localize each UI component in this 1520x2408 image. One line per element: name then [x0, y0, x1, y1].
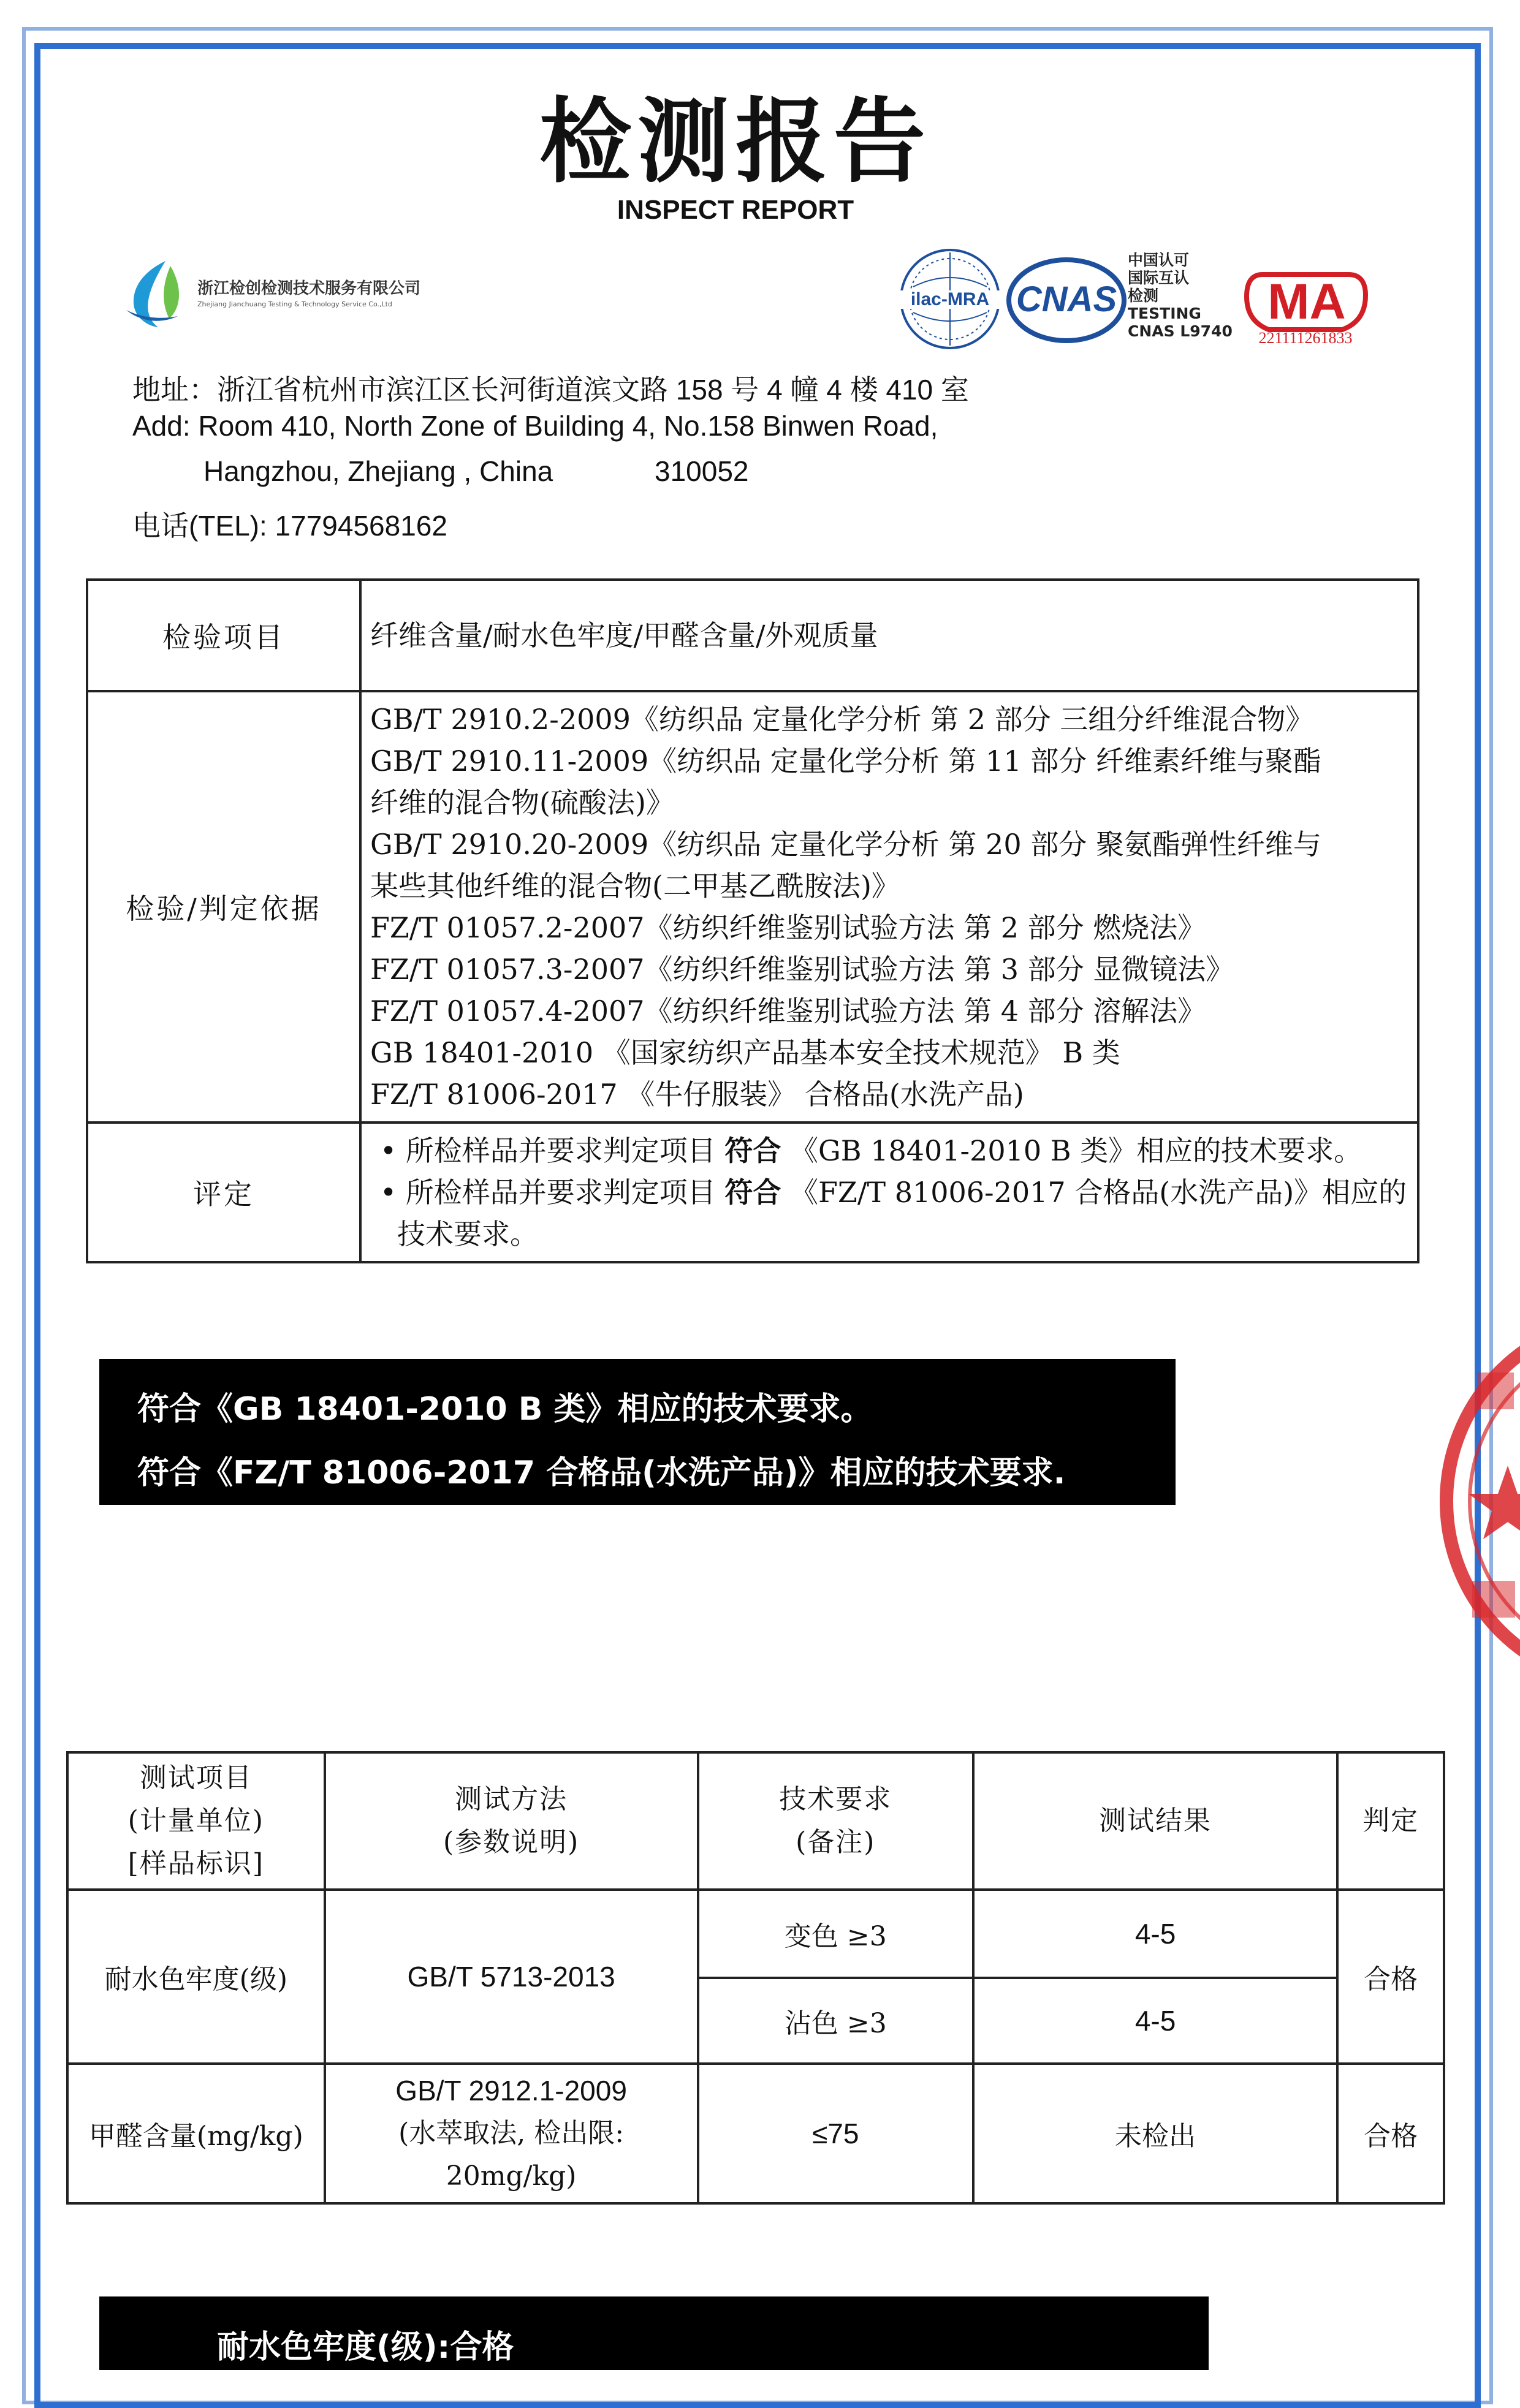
- method-line: GB/T 2912.1-2009: [395, 2075, 627, 2107]
- cnas-text-line: CNAS L9740: [1128, 322, 1233, 340]
- summary-table: [86, 578, 1419, 1263]
- header-requirement: [698, 1752, 973, 1890]
- colorfastness-verdict: 合格: [1337, 1890, 1444, 2064]
- colorfastness-banner: 耐水色牢度(级):合格: [99, 2296, 1209, 2370]
- header-verdict: [1337, 1752, 1444, 1890]
- evaluation-standard: 《GB 18401-2010 B 类》相应的技术要求。: [781, 1134, 1362, 1167]
- address-cn: 地址：浙江省杭州市滨江区长河街道滨文路 158 号 4 幢 4 楼 410 室: [132, 374, 969, 406]
- staining-result: 4-5: [973, 1978, 1337, 2064]
- telephone: 电话(TEL): 17794568162: [132, 510, 447, 542]
- company-name: 浙江检创检测技术服务有限公司: [197, 279, 421, 298]
- basis-line: GB 18401-2010 《国家纺织产品基本安全技术规范》 B 类: [370, 1036, 1120, 1069]
- header-line: (备注): [796, 1827, 876, 1858]
- header-line: 测试方法: [455, 1784, 568, 1815]
- evaluation-value: [360, 1123, 1418, 1262]
- basis-line: FZ/T 01057.2-2007《纺织纤维鉴别试验方法 第 2 部分 燃烧法》: [370, 911, 1206, 944]
- table-header-row: [67, 1752, 1444, 1890]
- table-row: [67, 1890, 1444, 1978]
- inspection-item-value: 纤维含量/耐水色牢度/甲醛含量/外观质量: [360, 580, 1418, 691]
- formaldehyde-item: 甲醛含量(mg/kg): [67, 2064, 325, 2203]
- cnas-text-line: 检测: [1128, 287, 1159, 305]
- table-row: [87, 580, 1418, 691]
- evaluation-label: 评定: [87, 1123, 360, 1262]
- evaluation-prefix: 所检样品并要求判定项目: [405, 1134, 725, 1167]
- basis-label: 检验/判定依据: [87, 691, 360, 1123]
- formaldehyde-verdict: 合格: [1337, 2064, 1444, 2203]
- cma-number: 221111261833: [1258, 329, 1353, 347]
- staining-requirement: 沾色 ≥3: [698, 1978, 973, 2064]
- evaluation-line: [370, 1172, 1408, 1255]
- cnas-accreditation-text: [1128, 251, 1250, 340]
- basis-line: FZ/T 81006-2017 《牛仔服装》 合格品(水洗产品): [370, 1078, 1024, 1111]
- svg-text:MA: MA: [1267, 274, 1346, 330]
- colorfastness-item: 耐水色牢度(级): [67, 1890, 325, 2064]
- basis-line: 纤维的混合物(硫酸法)》: [370, 786, 674, 819]
- inspection-item-label: 检验项目: [87, 580, 360, 691]
- formaldehyde-requirement: ≤75: [698, 2064, 973, 2203]
- basis-line: FZ/T 01057.3-2007《纺织纤维鉴别试验方法 第 3 部分 显微镜法》: [370, 953, 1234, 986]
- header-line: (参数说明): [443, 1827, 580, 1858]
- header-line: 测试项目: [139, 1762, 253, 1793]
- conformity-line: 符合《GB 18401-2010 B 类》相应的技术要求。: [137, 1391, 873, 1428]
- company-name-en: Zhejiang Jianchuang Testing & Technology Service Co.,Ltd: [197, 300, 392, 308]
- header-line: 判定: [1362, 1805, 1419, 1836]
- header-test-method: [325, 1752, 698, 1890]
- address-en-line2: Hangzhou, Zhejiang , China: [203, 455, 553, 487]
- svg-text:CNAS: CNAS: [1016, 279, 1117, 319]
- method-line: (水萃取法, 检出限:: [398, 2118, 625, 2149]
- header-line: [样品标识]: [127, 1848, 264, 1879]
- formaldehyde-result: 未检出: [973, 2064, 1337, 2203]
- table-row: [87, 691, 1418, 1123]
- report-subtitle: INSPECT REPORT: [617, 195, 854, 225]
- header-result: [973, 1752, 1337, 1890]
- header-test-item: [67, 1752, 325, 1890]
- method-line: 20mg/kg): [446, 2160, 577, 2192]
- postcode: 310052: [655, 455, 749, 487]
- bullet-icon: •: [380, 1176, 406, 1209]
- results-table: [66, 1751, 1445, 2205]
- report-title: 检测报告: [539, 89, 932, 195]
- basis-line: GB/T 2910.20-2009《纺织品 定量化学分析 第 20 部分 聚氨酯弹性纤维与: [370, 828, 1321, 861]
- cnas-logo-icon: [1005, 251, 1128, 349]
- svg-text:ilac-MRA: ilac-MRA: [910, 289, 990, 309]
- basis-line: GB/T 2910.11-2009《纺织品 定量化学分析 第 11 部分 纤维素纤维与聚酯: [370, 744, 1321, 778]
- header-line: (计量单位): [127, 1805, 264, 1836]
- basis-line: GB/T 2910.2-2009《纺织品 定量化学分析 第 2 部分 三组分纤维混合物》: [370, 703, 1314, 736]
- color-change-result: 4-5: [973, 1890, 1337, 1978]
- formaldehyde-method: [325, 2064, 698, 2203]
- evaluation-conform: 符合: [724, 1176, 781, 1209]
- table-row: [67, 2064, 1444, 2203]
- cnas-text-line: 国际互认: [1128, 269, 1190, 287]
- conformity-banner: [99, 1359, 1176, 1505]
- red-seal-stamp-icon: [1434, 1305, 1520, 1697]
- evaluation-line: [370, 1130, 1408, 1172]
- company-logo-icon: [123, 257, 190, 331]
- basis-value: [360, 691, 1418, 1123]
- evaluation-standard: 《FZ/T 81006-2017 合格品(水洗产品)》相应的技术要求。: [397, 1176, 1407, 1251]
- basis-line: FZ/T 01057.4-2007《纺织纤维鉴别试验方法 第 4 部分 溶解法》: [370, 994, 1206, 1028]
- header-line: 测试结果: [1099, 1805, 1212, 1836]
- address-en-line1: Add: Room 410, North Zone of Building 4, No.158 Binwen Road,: [132, 410, 938, 442]
- basis-line: 某些其他纤维的混合物(二甲基乙酰胺法)》: [370, 869, 900, 903]
- bullet-icon: •: [380, 1134, 406, 1167]
- header-line: 技术要求: [779, 1784, 892, 1815]
- evaluation-conform: 符合: [724, 1134, 781, 1167]
- ilac-mra-logo-icon: [895, 244, 1005, 354]
- company-header: [123, 257, 466, 331]
- color-change-requirement: 变色 ≥3: [698, 1890, 973, 1978]
- table-row: [87, 1123, 1418, 1262]
- colorfastness-method: GB/T 5713-2013: [325, 1890, 698, 2064]
- conformity-line: 符合《FZ/T 81006-2017 合格品(水洗产品)》相应的技术要求.: [137, 1455, 1066, 1491]
- cnas-text-line: 中国认可: [1128, 251, 1190, 269]
- evaluation-prefix: 所检样品并要求判定项目: [405, 1176, 725, 1209]
- cnas-text-line: TESTING: [1128, 305, 1201, 322]
